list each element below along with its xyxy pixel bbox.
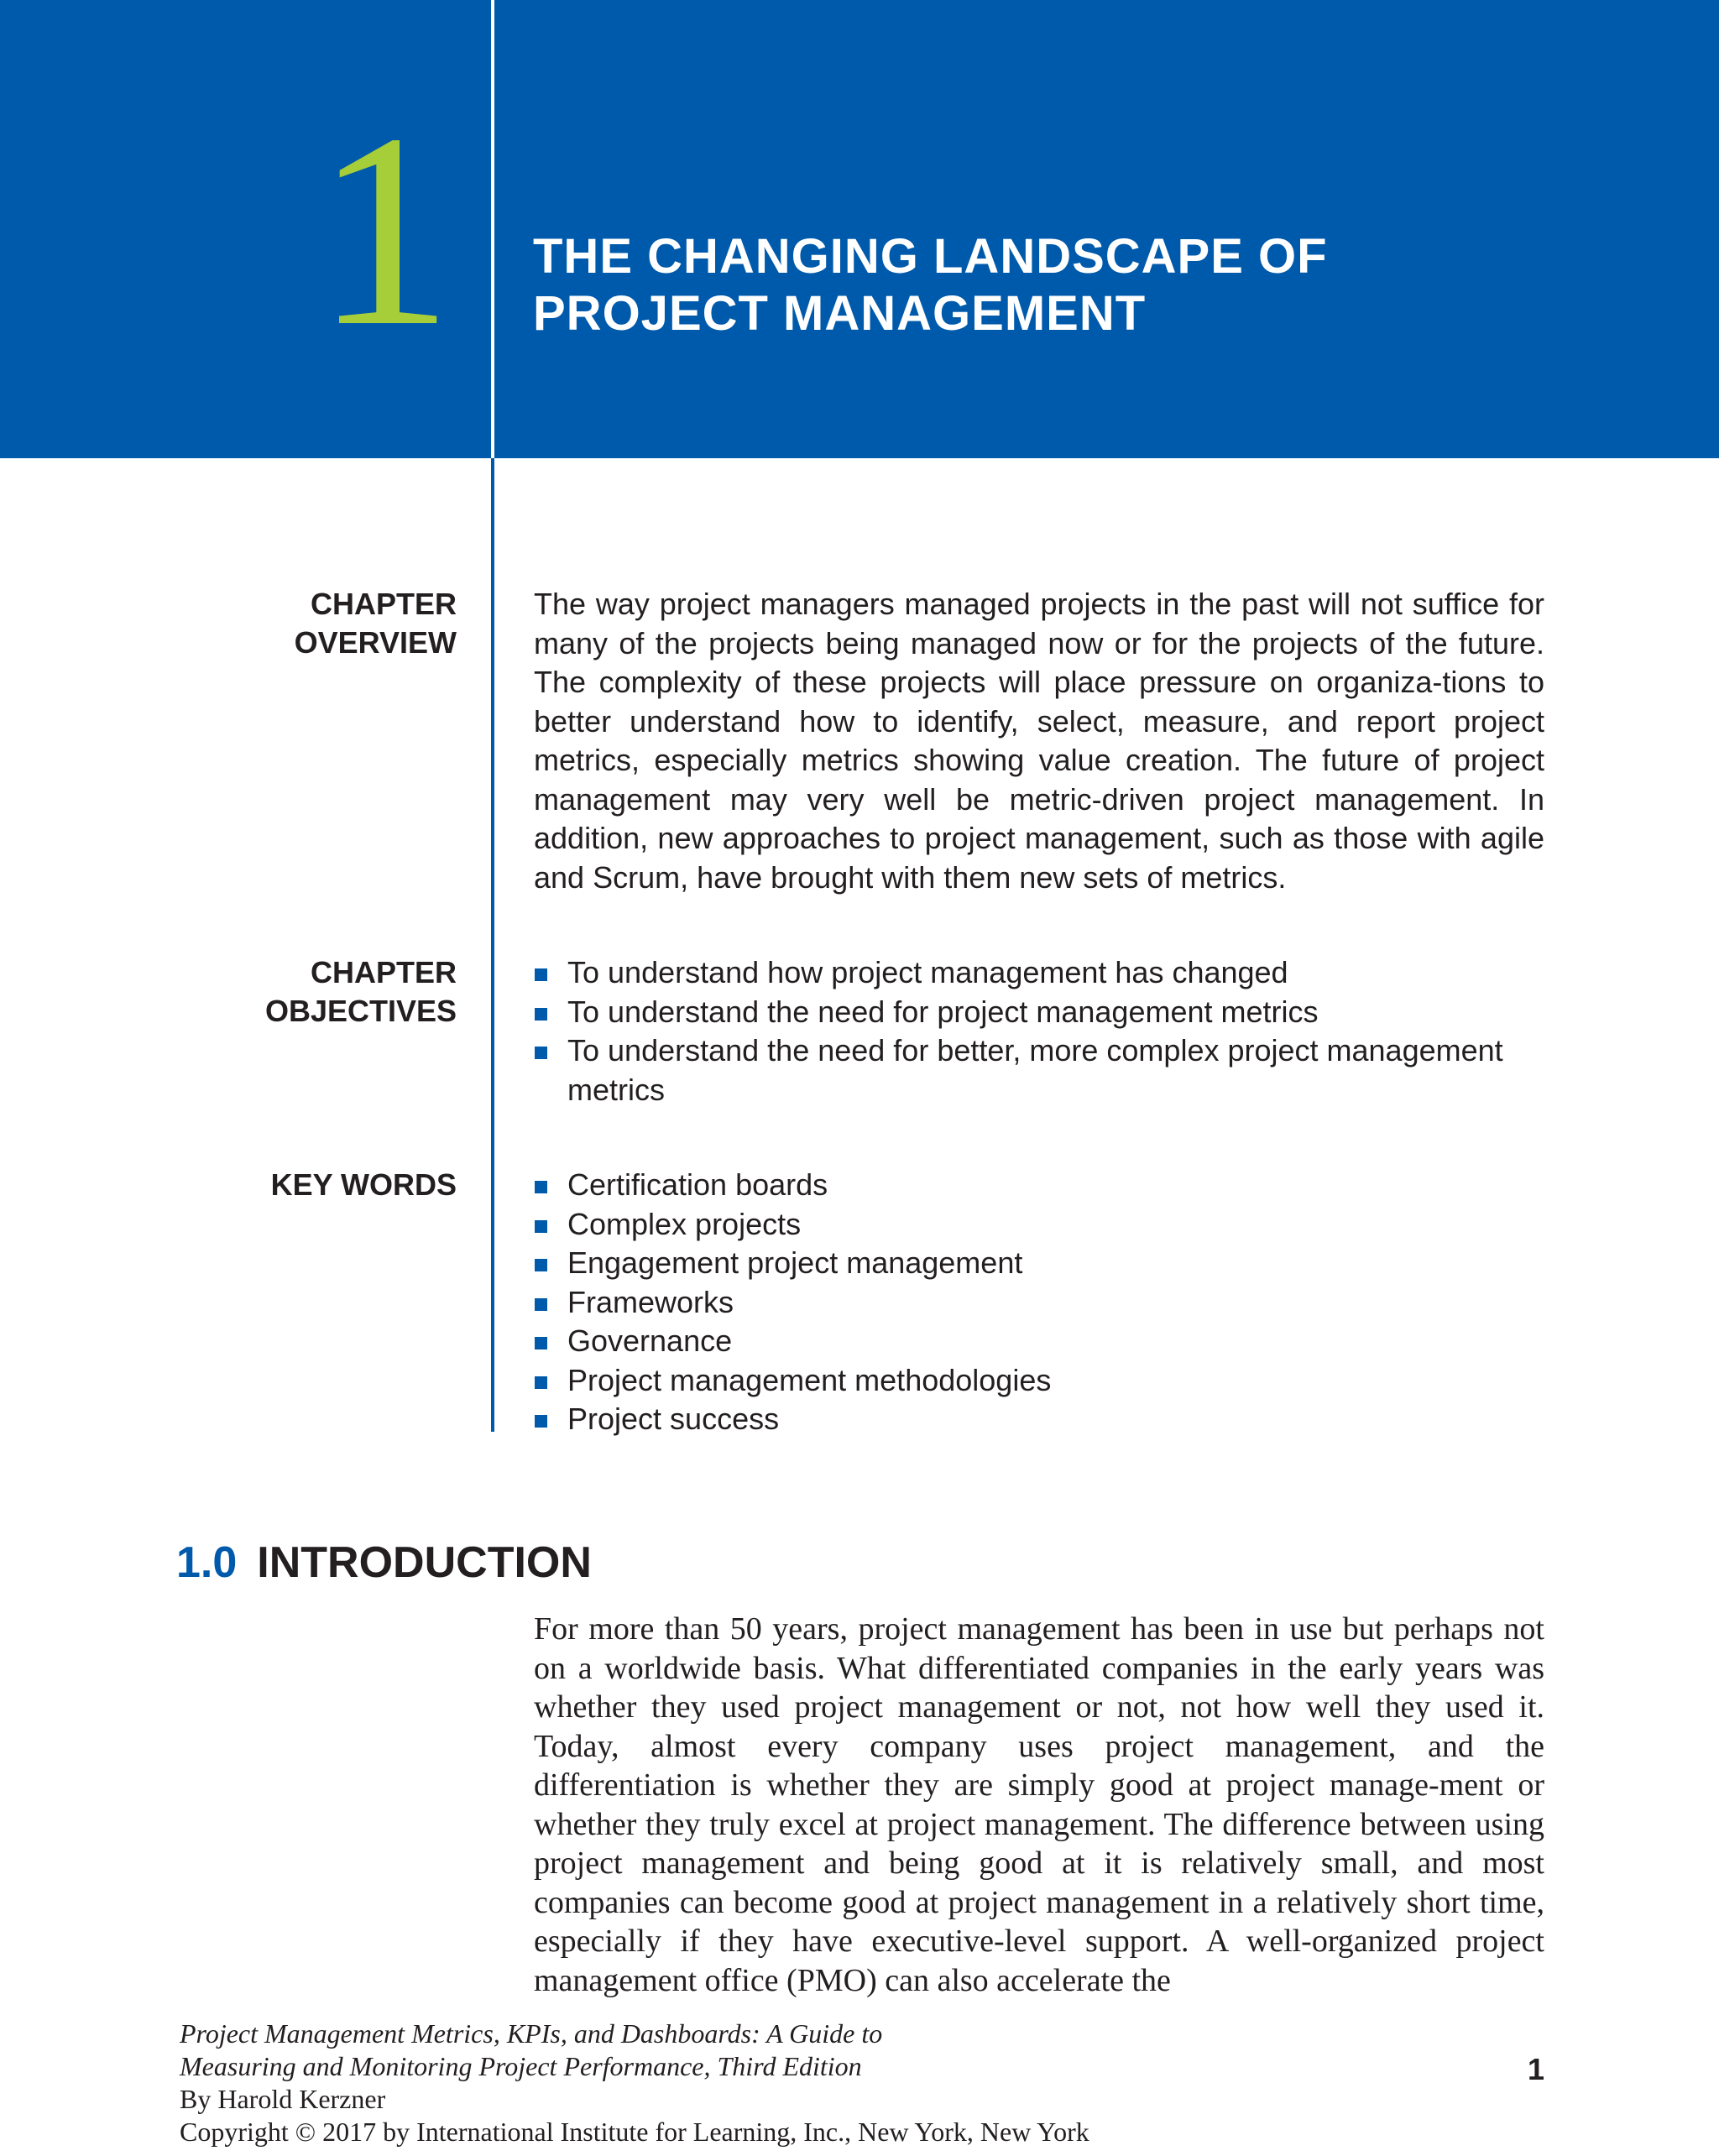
list-item (534, 1400, 1544, 1439)
introduction-paragraph: For more than 50 years, project management has been in use but perhaps not on a worldwide basis. What differentiated companies in the early years was whether they used project management or not, not how well they used it. Today, almost every company uses project management, and the differentiation is whether they are simply good at project manage-ment or whether they truly excel at project management. The difference between using project management and being good at it is relatively small, and most companies can become good at project management in a relatively short time, especially if they have executive-level support. A well-organized project management office (PMO) can also accelerate the (534, 1611, 1544, 1998)
page-number: 1 (1527, 2052, 1544, 2086)
bullet-square-icon (535, 1008, 547, 1021)
key-word-text: Project success (567, 1402, 780, 1436)
overview-label (151, 585, 457, 662)
copyright-notice: Copyright © 2017 by International Institute for Learning, Inc., New York, New York (180, 2117, 1089, 2147)
section-title: INTRODUCTION (257, 1538, 592, 1587)
key-word-text: Project management methodologies (567, 1362, 1052, 1397)
book-author: By Harold Kerzner (180, 2084, 386, 2114)
list-item (534, 993, 1544, 1032)
bullet-square-icon (535, 1220, 547, 1233)
footer-credit (180, 2018, 1271, 2148)
key-word-text: Governance (567, 1323, 733, 1358)
key-words-label: KEY WORDS (270, 1167, 457, 1202)
key-words-list-wrapper (534, 1166, 1544, 1439)
list-item (534, 1361, 1544, 1401)
objective-text: To understand the need for better, more complex project management metrics (567, 1033, 1503, 1107)
bullet-square-icon (535, 1181, 547, 1193)
chapter-title (533, 228, 1624, 342)
list-item (534, 953, 1544, 993)
list-item (534, 1031, 1544, 1109)
objectives-list-wrapper (534, 953, 1544, 1109)
objectives-label (151, 953, 457, 1031)
book-title-line1: Project Management Metrics, KPIs, and Dashboards: A Guide to (180, 2018, 883, 2049)
bullet-square-icon (535, 1376, 547, 1389)
key-words-list (534, 1166, 1544, 1439)
section-number: 1.0 (176, 1538, 238, 1587)
list-item (534, 1322, 1544, 1361)
overview-text: The way project managers managed projects in the past will not suffice for many of the projects being managed now or for the projects of the future. The complexity of these projects will place pressure on organiza-tions to better understand how to identify, select, measure, and report project metrics, especially metrics showing value creation. The future of project management may very well be metric-driven project management. In addition, new approaches to project management, such as those with agile and Scrum, have brought with them new sets of metrics. (534, 587, 1544, 895)
chapter-title-line1: THE CHANGING LANDSCAPE OF (533, 229, 1328, 284)
chapter-number: 1 (315, 77, 453, 384)
key-word-text: Complex projects (567, 1206, 802, 1241)
bullet-square-icon (535, 1337, 547, 1349)
key-word-text: Certification boards (567, 1167, 828, 1202)
bullet-square-icon (535, 1415, 547, 1428)
objectives-label-line1: CHAPTER (310, 955, 457, 989)
bullet-square-icon (535, 968, 547, 981)
book-title-line2: Measuring and Monitoring Project Performance, Third Edition (180, 2051, 862, 2081)
bullet-square-icon (535, 1259, 547, 1271)
list-item (534, 1166, 1544, 1205)
list-item (534, 1283, 1544, 1323)
list-item (534, 1244, 1544, 1283)
objective-text: To understand the need for project management metrics (567, 994, 1319, 1029)
key-word-text: Frameworks (567, 1284, 734, 1319)
overview-label-line1: CHAPTER (310, 587, 457, 621)
bullet-square-icon (535, 1298, 547, 1311)
objectives-list (534, 953, 1544, 1109)
header-divider-line (491, 0, 494, 458)
objectives-label-line2: OBJECTIVES (264, 994, 457, 1028)
sidebar-divider-line (491, 458, 494, 1432)
overview-label-line2: OVERVIEW (294, 625, 457, 660)
bullet-square-icon (535, 1047, 547, 1059)
chapter-title-line2: PROJECT MANAGEMENT (533, 286, 1147, 341)
list-item (534, 1205, 1544, 1245)
section-heading (176, 1536, 1351, 1590)
key-word-text: Engagement project management (567, 1245, 1023, 1280)
objective-text: To understand how project management has changed (567, 955, 1288, 989)
